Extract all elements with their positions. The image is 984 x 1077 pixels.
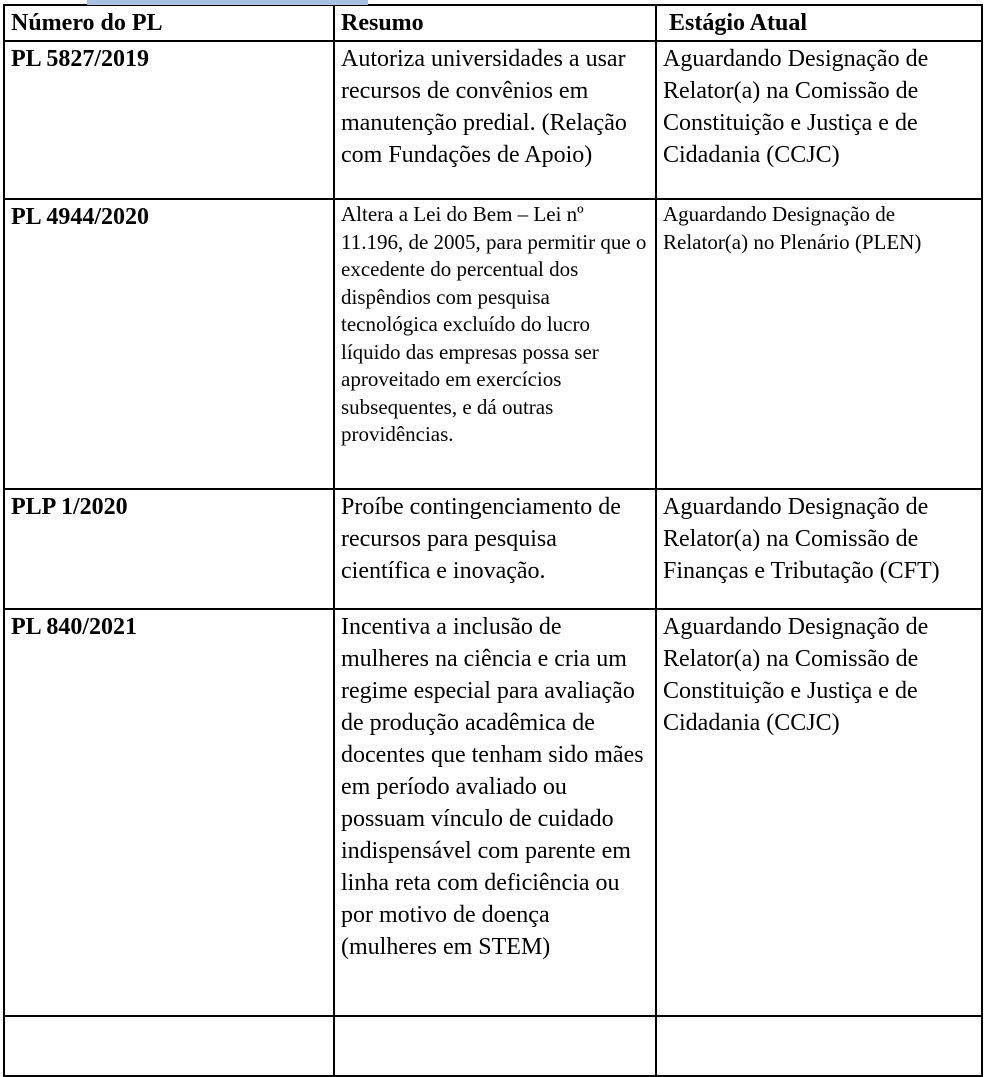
pl-number-cell: PL 4944/2020 (4, 199, 334, 489)
column-header-resumo: Resumo (334, 5, 656, 41)
table-row-partial (4, 1016, 982, 1076)
pl-number-cell (4, 1016, 334, 1076)
column-header-numero-do-pl: Número do PL (4, 5, 334, 41)
estagio-cell: Aguardando Designação de Relator(a) no Plenário (PLEN) (656, 199, 982, 489)
pl-number-cell: PL 840/2021 (4, 609, 334, 1016)
pl-number-cell: PL 5827/2019 (4, 41, 334, 199)
text-selection-highlight (87, 0, 368, 5)
table-header-row (4, 5, 982, 41)
table-row-plp-1-2020 (4, 489, 982, 609)
estagio-cell (656, 1016, 982, 1076)
resumo-cell: Altera a Lei do Bem – Lei nº 11.196, de 2005, para permitir que o excedente do percentual dos dispêndios com pesquisa tecnológica excluído do lucro líquido das empresas possa ser aproveitado em exercícios subsequentes, e dá outras providências. (334, 199, 656, 489)
resumo-cell: Proíbe contingenciamento de recursos para pesquisa científica e inovação. (334, 489, 656, 609)
pl-status-table (3, 4, 983, 1077)
estagio-cell: Aguardando Designação de Relator(a) na Comissão de Constituição e Justiça e de Cidadania (CCJC) (656, 609, 982, 1016)
resumo-cell: Incentiva a inclusão de mulheres na ciência e cria um regime especial para avaliação de produção acadêmica de docentes que tenham sido mães em período avaliado ou possuam vínculo de cuidado indispensável com parente em linha reta com deficiência ou por motivo de doença (mulheres em STEM) (334, 609, 656, 1016)
pl-number-cell: PLP 1/2020 (4, 489, 334, 609)
estagio-cell: Aguardando Designação de Relator(a) na Comissão de Constituição e Justiça e de Cidadania (CCJC) (656, 41, 982, 199)
estagio-cell: Aguardando Designação de Relator(a) na Comissão de Finanças e Tributação (CFT) (656, 489, 982, 609)
column-header-estagio-atual: Estágio Atual (656, 5, 982, 41)
table-row-pl-5827-2019 (4, 41, 982, 199)
table-row-pl-840-2021 (4, 609, 982, 1016)
resumo-cell (334, 1016, 656, 1076)
table-row-pl-4944-2020 (4, 199, 982, 489)
resumo-cell: Autoriza universidades a usar recursos de convênios em manutenção predial. (Relação com Fundações de Apoio) (334, 41, 656, 199)
